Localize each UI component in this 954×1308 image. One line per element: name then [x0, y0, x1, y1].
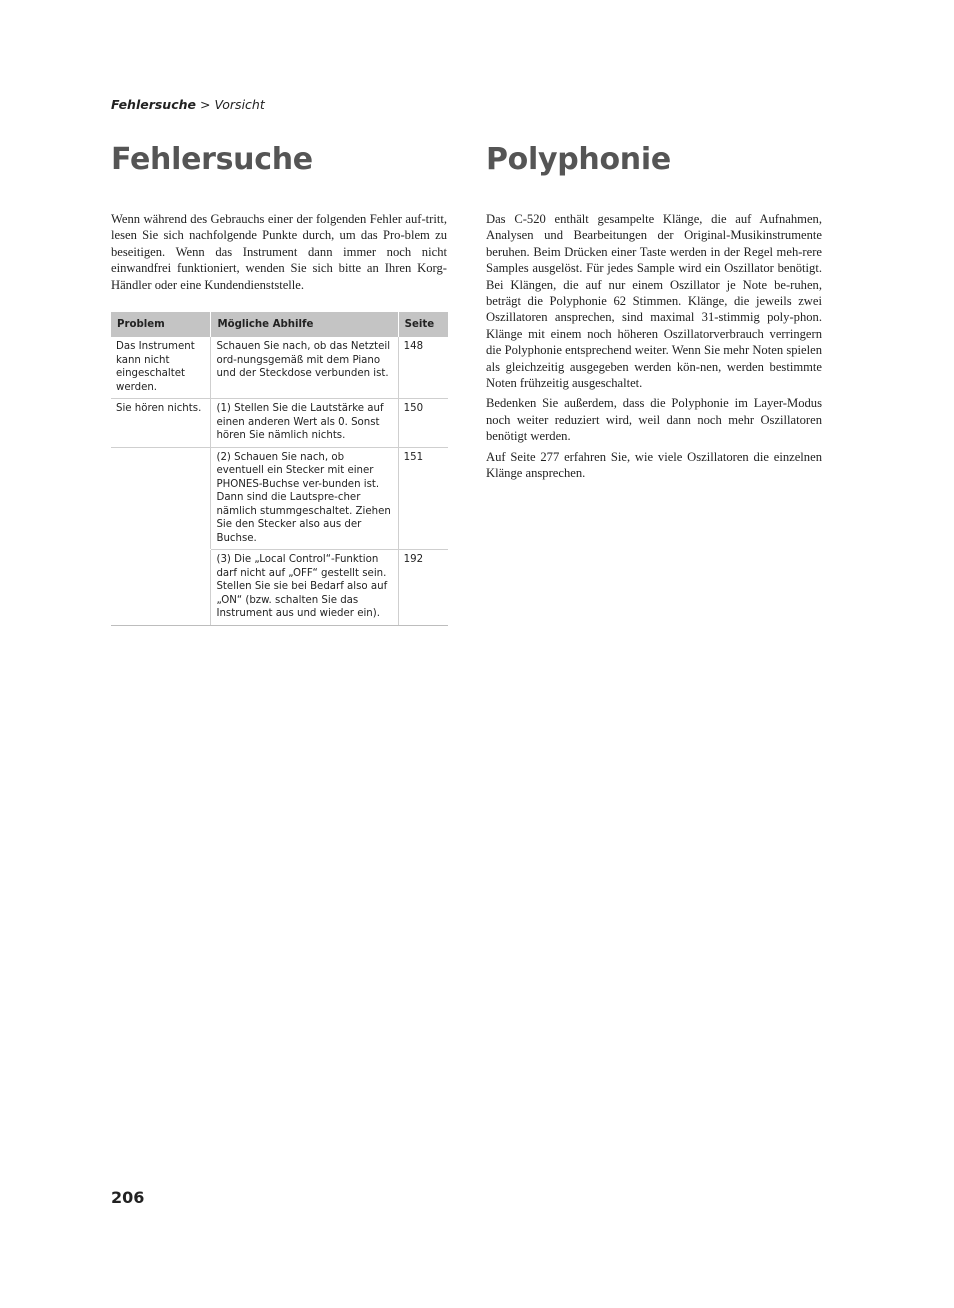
breadcrumb-subsection: Vorsicht [214, 97, 265, 112]
breadcrumb-separator: > [199, 97, 211, 112]
cell-fix: (3) Die „Local Control“-Funktion darf nicht auf „OFF“ gestellt sein. Stellen Sie sie bei Bedarf also auf „ON“ (bzw. schalten Sie das Instrument aus und wieder ein). [211, 550, 398, 626]
section-title-troubleshooting: Fehlersuche [111, 142, 313, 177]
column-header-page: Seite [398, 312, 448, 337]
polyphony-paragraph: Das C-520 enthält gesampelte Klänge, die auf Aufnahmen, Analysen und Bearbeitungen der Original-Musikinstrumente beruhen. Beim Drücken einer Taste werden in der Regel meh-rere Samples ausgelöst. Für jedes Sample wird ein Oszillator benötigt. Bei Klängen, die auf nur einem Oszillator je Note be-ruhen, beträgt die Polyphonie 62 Stimmen. Klänge, die jeweils zwei Oszillatoren ansprechen, sind maximal 31-stimmig poly-phon. Klänge mit einem noch höheren Oszillatorverbrauch verringern die Polyphonie entsprechend weiter. Wenn Sie mehr Noten spielen als gleichzeitig ausgegeben werden kön-nen, werden bestimmte Noten frühzeitig ausgeschaltet. [486, 212, 822, 391]
cell-page: 148 [398, 337, 448, 399]
cell-fix: Schauen Sie nach, ob das Netzteil ord-nungsgemäß mit dem Piano und der Steckdose verbunden ist. [211, 337, 398, 399]
column-header-fix: Mögliche Abhilfe [211, 312, 398, 337]
cell-fix: (1) Stellen Sie die Lautstärke auf einen anderen Wert als 0. Sonst hören Sie nämlich nichts. [211, 399, 398, 448]
table-header-row [111, 312, 448, 337]
cell-problem: Das Instrument kann nicht eingeschaltet werden. [111, 337, 211, 399]
polyphony-text [486, 211, 822, 486]
table-row [111, 550, 448, 626]
table-row [111, 447, 448, 550]
cell-page: 151 [398, 447, 448, 550]
table-row [111, 399, 448, 448]
cell-problem [111, 550, 211, 626]
section-title-polyphony: Polyphonie [486, 142, 671, 177]
column-header-problem: Problem [111, 312, 211, 337]
breadcrumb-section: Fehlersuche [111, 97, 196, 112]
polyphony-paragraph: Bedenken Sie außerdem, dass die Polyphonie im Layer-Modus noch weiter reduziert wird, weil dann noch mehr Oszillatoren benötigt werden. [486, 396, 822, 444]
cell-page: 150 [398, 399, 448, 448]
cell-page: 192 [398, 550, 448, 626]
troubleshooting-intro [111, 211, 447, 297]
troubleshooting-table [111, 312, 448, 626]
page-number: 206 [111, 1188, 145, 1207]
cell-fix: (2) Schauen Sie nach, ob eventuell ein Stecker mit einer PHONES-Buchse ver-bunden ist. Dann sind die Lautspre-cher nämlich stummgeschaltet. Ziehen Sie den Stecker also aus der Buchse. [211, 447, 398, 550]
polyphony-paragraph: Auf Seite 277 erfahren Sie, wie viele Oszillatoren die einzelnen Klänge ansprechen. [486, 449, 822, 481]
cell-problem: Sie hören nichts. [111, 399, 211, 448]
table-row [111, 337, 448, 399]
cell-problem [111, 447, 211, 550]
breadcrumb [111, 97, 265, 112]
intro-paragraph: Wenn während des Gebrauchs einer der folgenden Fehler auf-tritt, lesen Sie sich nachfolgende Punkte durch, um das Pro-blem zu beseitigen. Wenn das Instrument dann immer noch nicht einwandfrei funktioniert, wenden Sie sich bitte an Ihren Korg-Händler oder eine Kundendienststelle. [111, 212, 447, 292]
